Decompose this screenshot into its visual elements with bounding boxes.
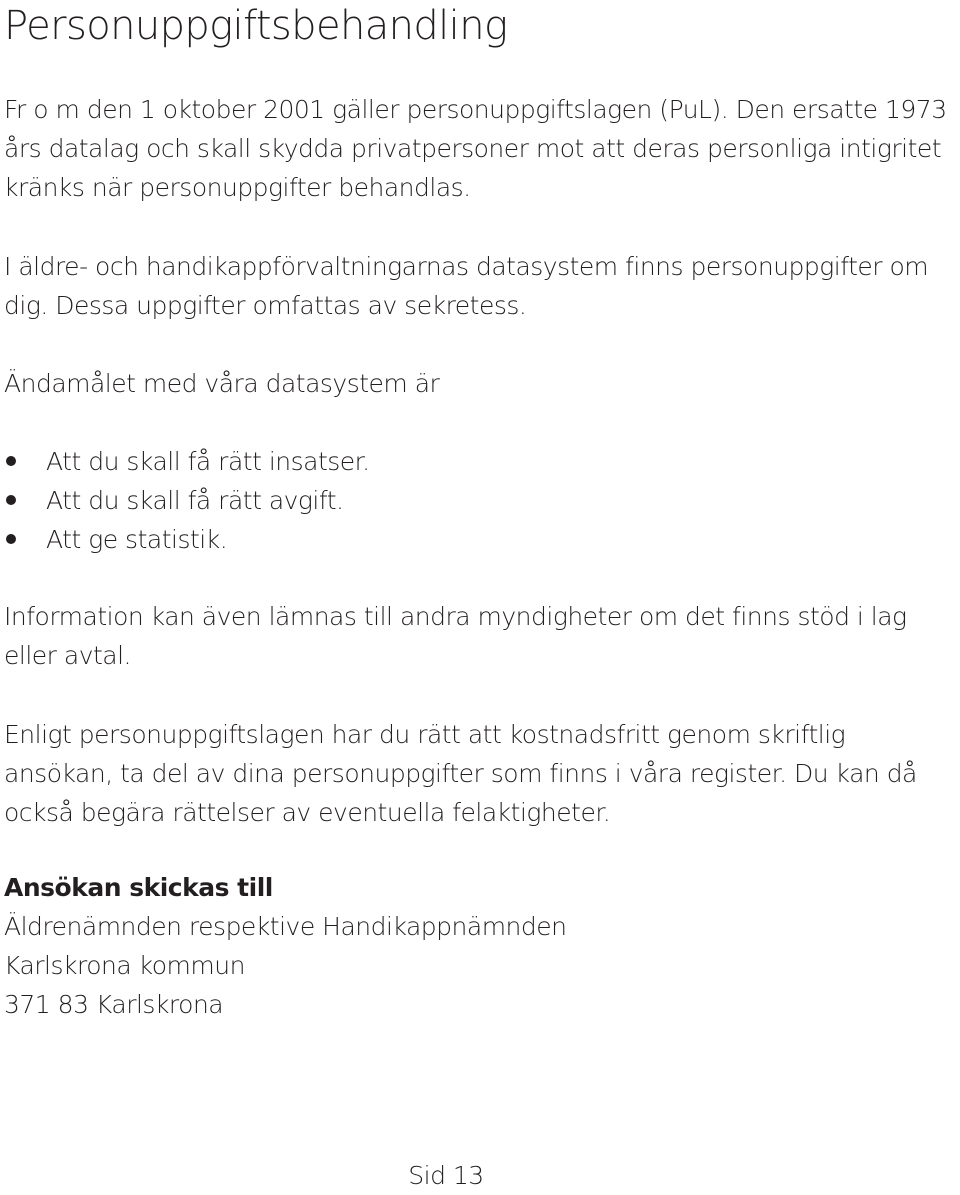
page-number: Sid 13 — [408, 1161, 484, 1190]
list-item-text: Att du skall få rätt avgift. — [46, 486, 344, 515]
address-line-recipient: Äldrenämnden respektive Handikappnämnden — [4, 912, 567, 941]
list-item-text: Att ge statistik. — [46, 525, 228, 554]
page-title: Personuppgiftsbehandling — [4, 3, 508, 49]
bullet-icon — [6, 456, 16, 466]
list-item — [4, 520, 370, 559]
address-line-organization: Karlskrona kommun — [4, 951, 245, 980]
list-item-text: Att du skall få rätt insatser. — [46, 447, 370, 476]
sharing-paragraph: Information kan även lämnas till andra myndigheter om det finns stöd i lag eller avtal. — [4, 602, 907, 670]
list-item — [4, 481, 370, 520]
intro-paragraph: Fr o m den 1 oktober 2001 gäller personuppgiftslagen (PuL). Den ersatte 1973 års datalag och skall skydda privatpersoner mot att deras personliga intigritet kränks när personuppgifter behandlas. — [4, 95, 947, 202]
address-line-city: 371 83 Karlskrona — [4, 990, 224, 1019]
bullet-icon — [6, 495, 16, 505]
bullet-icon — [6, 534, 16, 544]
purpose-list — [4, 442, 370, 559]
rights-paragraph: Enligt personuppgiftslagen har du rätt att kostnadsfritt genom skriftlig ansökan, ta del av dina personuppgifter som finns i våra register. Du kan då också begära rättelser av eventuella felaktigheter. — [4, 720, 917, 827]
list-item — [4, 442, 370, 481]
purpose-intro: Ändamålet med våra datasystem är — [4, 369, 440, 398]
application-heading: Ansökan skickas till — [4, 873, 273, 902]
postal-address — [4, 907, 567, 1024]
systems-paragraph: I äldre- och handikappförvaltningarnas datasystem finns personuppgifter om dig. Dessa uppgifter omfattas av sekretess. — [4, 252, 929, 320]
